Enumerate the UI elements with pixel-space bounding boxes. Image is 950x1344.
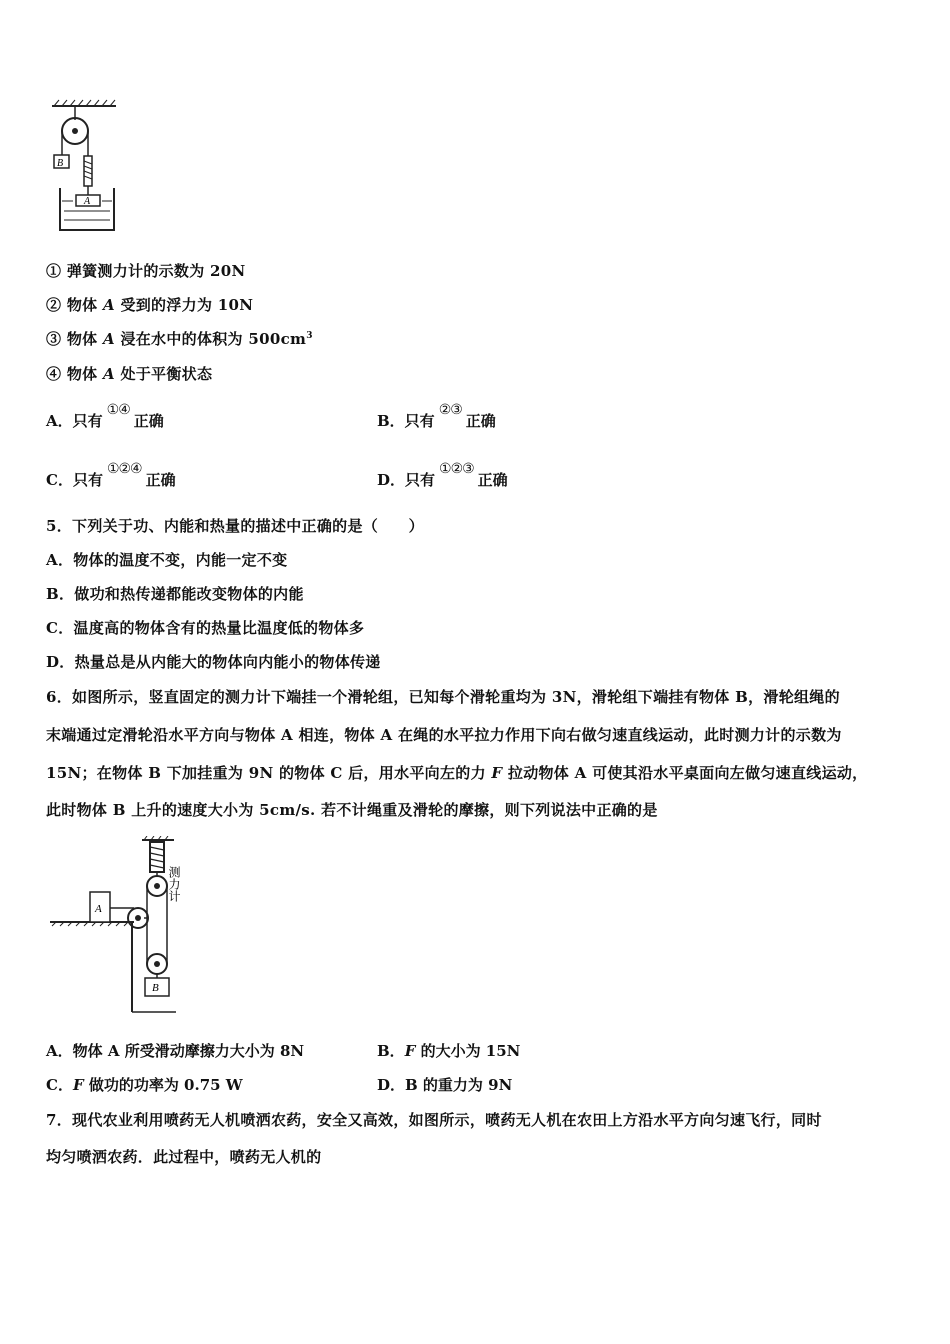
q5-stem: 5．下列关于功、内能和热量的描述中正确的是（ ） [46, 517, 424, 535]
block-b-label: B [57, 158, 64, 169]
q6-stem-line-3: 15N；在物体 B 下加挂重为 9N 的物体 C 后，用水平向左的力 F 拉动物体 A 可使其沿水平桌面向左做匀速直线运动， [46, 764, 868, 782]
force-gauge-label: 测力计 [167, 866, 181, 902]
q6-option-c[interactable]: C．F 做功的功率为 0.75 W [46, 1076, 243, 1094]
q6-option-b[interactable]: B．F 的大小为 15N [377, 1042, 521, 1060]
q5-option-d[interactable]: D．热量总是从内能大的物体向内能小的物体传递 [46, 653, 381, 671]
q4-option-b[interactable]: B．只有②③正确 [377, 402, 496, 430]
q5-option-a[interactable]: A．物体的温度不变，内能一定不变 [46, 551, 288, 569]
statement-1: ① 弹簧测力计的示数为 20N [46, 262, 246, 280]
pulley-system-figure [46, 836, 216, 1016]
q6-stem-line-4: 此时物体 B 上升的速度大小为 5cm/s. 若不计绳重及滑轮的摩擦，则下列说法中正确的是 [46, 801, 658, 819]
q7-stem-line-2: 均匀喷洒农药．此过程中，喷药无人机的 [46, 1148, 322, 1166]
statement-3: ③ 物体 A 浸在水中的体积为 $500cm^3$ [46, 330, 313, 348]
figure-block-b-label: B [152, 982, 159, 994]
q6-stem-line-2: 末端通过定滑轮沿水平方向与物体 A 相连，物体 A 在绳的水平拉力作用下向右做匀速直线运动，此时测力计的示数为 [46, 726, 842, 744]
q6-option-a[interactable]: A．物体 A 所受滑动摩擦力大小为 8N [46, 1042, 305, 1060]
q4-option-c[interactable]: C．只有①②④正确 [46, 461, 176, 489]
statement-2: ② 物体 A 受到的浮力为 10N [46, 296, 254, 314]
q4-option-a[interactable]: A．只有①④正确 [46, 402, 164, 430]
q5-option-c[interactable]: C．温度高的物体含有的热量比温度低的物体多 [46, 619, 365, 637]
block-a-label: A [84, 196, 91, 207]
q4-option-d[interactable]: D．只有①②③正确 [377, 461, 508, 489]
figure-block-a-label: A [95, 903, 102, 915]
q6-stem-line-1: 6．如图所示，竖直固定的测力计下端挂一个滑轮组，已知每个滑轮重均为 3N，滑轮组下端挂有物体 B，滑轮组绳的 [46, 688, 840, 706]
pulley-beaker-figure [44, 98, 124, 233]
q5-option-b[interactable]: B．做功和热传递都能改变物体的内能 [46, 585, 304, 603]
q6-option-d[interactable]: D．B 的重力为 9N [377, 1076, 513, 1094]
q7-stem-line-1: 7．现代农业利用喷药无人机喷洒农药，安全又高效，如图所示，喷药无人机在农田上方沿水平方向匀速飞行，同时 [46, 1111, 822, 1129]
statement-4: ④ 物体 A 处于平衡状态 [46, 365, 213, 383]
